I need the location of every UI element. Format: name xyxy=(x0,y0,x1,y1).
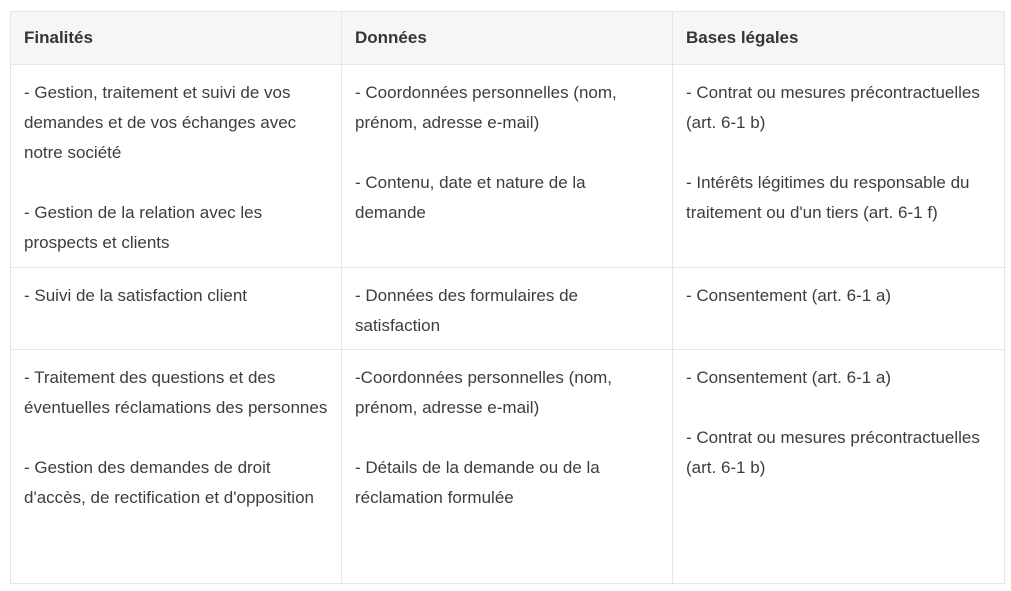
column-header-bases-legales: Bases légales xyxy=(673,12,1005,65)
cell-paragraph: - Contenu, date et nature de la demande xyxy=(355,173,586,222)
gdpr-processing-table xyxy=(10,11,1005,584)
bases-legales-cell xyxy=(673,350,1005,584)
cell-paragraph: - Contrat ou mesures précontractuelles (art. 6-1 b) xyxy=(686,428,980,477)
cell-paragraph: - Consentement (art. 6-1 a) xyxy=(686,286,892,305)
cell-paragraph: -Coordonnées personnelles (nom, prénom, adresse e-mail) xyxy=(355,368,613,417)
table-row xyxy=(11,268,1005,350)
donnees-cell xyxy=(342,65,673,268)
column-header-donnees: Données xyxy=(342,12,673,65)
bases-legales-cell xyxy=(673,268,1005,350)
donnees-cell xyxy=(342,268,673,350)
cell-paragraph: - Traitement des questions et des éventuelles réclamations des personnes xyxy=(24,368,328,417)
cell-paragraph: - Gestion des demandes de droit d'accès, de rectification et d'opposition xyxy=(24,458,314,507)
cell-paragraph: - Contrat ou mesures précontractuelles (art. 6-1 b) xyxy=(686,83,980,132)
finalites-cell xyxy=(11,350,342,584)
gdpr-processing-table-container xyxy=(10,11,1004,584)
cell-paragraph: - Données des formulaires de satisfaction xyxy=(355,286,579,335)
finalites-cell xyxy=(11,268,342,350)
column-header-finalites: Finalités xyxy=(11,12,342,65)
table-row xyxy=(11,350,1005,584)
cell-paragraph: - Suivi de la satisfaction client xyxy=(24,286,247,305)
cell-paragraph: - Coordonnées personnelles (nom, prénom, adresse e-mail) xyxy=(355,83,617,132)
cell-paragraph: - Intérêts légitimes du responsable du traitement ou d'un tiers (art. 6-1 f) xyxy=(686,173,970,222)
cell-paragraph: - Gestion, traitement et suivi de vos demandes et de vos échanges avec notre société xyxy=(24,83,297,162)
cell-paragraph: - Gestion de la relation avec les prospects et clients xyxy=(24,203,263,252)
cell-paragraph: - Consentement (art. 6-1 a) xyxy=(686,368,892,387)
finalites-cell xyxy=(11,65,342,268)
cell-paragraph: - Détails de la demande ou de la réclamation formulée xyxy=(355,458,600,507)
table-row xyxy=(11,65,1005,268)
bases-legales-cell xyxy=(673,65,1005,268)
donnees-cell xyxy=(342,350,673,584)
table-header-row xyxy=(11,12,1005,65)
